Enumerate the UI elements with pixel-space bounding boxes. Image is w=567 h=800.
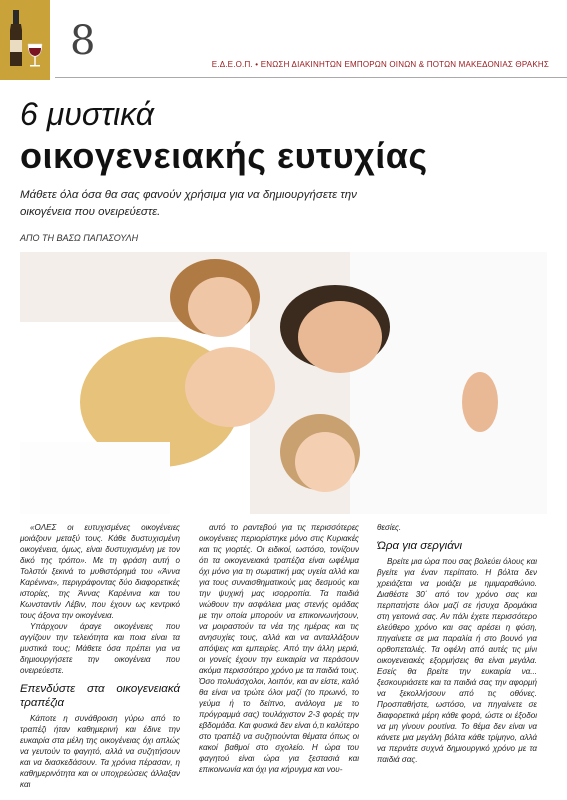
- magazine-logo: [0, 0, 50, 80]
- section-heading: Επενδύστε στα οικογενειακά τραπέζια: [20, 683, 180, 709]
- article-column-1: [20, 522, 180, 790]
- article-title-line2: οικογενειακής ευτυχίας: [20, 135, 428, 176]
- family-photo: [20, 252, 547, 514]
- author-byline: ΑΠΟ ΤΗ ΒΑΣΩ ΠΑΠΑΣΟΥΛΗ: [20, 233, 139, 243]
- article-paragraph: Βρείτε μια ώρα που σας βολεύει όλους και βγείτε για έναν περίπατο. Η βόλτα δεν χρειάζεται να μοιάζει με ημιμαραθώνιο. Διαθέστε 30΄ από τον χρόνο σας και περπατήστε όλοι μαζί σε ήσυχα δρομάκια στη γειτονιά σας. Αν πάλι έχετε περισσότερο ελεύθερο χρόνο και σας αρέσει η φύση, πηγαίνετε σε μια παραλία ή στο βουνό για ορθοπεταλιές. Τα οφέλη από αυτές τις μίνι οικογενειακές εξορμήσεις θα είναι μεγάλα. Εσείς θα βρείτε την ευκαιρία να... ξεσκουριάσετε και τα παιδιά σας την αφορμή να ξεκολλήσουν από τις οθόνες. Προσπαθήστε, ωστόσο, να πηγαίνετε σε διαφορετικά μέρη κάθε φορά, ώστε οι έξοδοι να μη γίνουν ρουτίνα. Το θέμα δεν είναι να κάνετε μια μεγάλη βόλτα κάθε τρίμηνο, αλλά να περνάτε συχνά δημιουργικό χρόνο με τα παιδιά σας.: [377, 557, 537, 764]
- article-paragraph: θεσίες.: [377, 523, 402, 532]
- article-paragraph: «ΟΛΕΣ οι ευτυχισμένες οικογένειες μοιάζουν μεταξύ τους. Κάθε δυστυχισμένη οικογένεια, όμως, είναι δυστυχισμένη με τον δικό της τρόπο». Με τη φράση αυτή ο Τολστόι ξεκινά το μυθιστόρημά του «Άννα Καρένινα», περιγράφοντας δύο διαφορετικές ιστορίες, της Άννας Καρένινα και του Κωνσταντίν Λέβιν, που έχουν ως κεντρικό τους άξονα την οικογένεια.: [20, 523, 180, 620]
- publisher-header: Ε.Δ.Ε.Ο.Π. • ΕΝΩΣΗ ΔΙΑΚΙΝΗΤΩΝ ΕΜΠΟΡΩΝ ΟΙΝΩΝ & ΠΟΤΩΝ ΜΑΚΕΔΟΝΙΑΣ ΘΡΑΚΗΣ: [211, 60, 549, 69]
- section-heading: Ώρα για σεργιάνι: [377, 540, 463, 552]
- article-paragraph: Υπάρχουν άραγε οικογένειες που αγγίζουν την τελειότητα και ποια είναι τα μυστικά τους; Μάθετε όσα πρέπει για να δημιουργήσετε την οικογένεια που ονειρεύεστε.: [20, 622, 180, 675]
- wine-bottle-glass-icon: [0, 0, 50, 80]
- family-photo-illustration: [20, 252, 547, 514]
- article-paragraph: Κάποτε η συνάθροιση γύρω από το τραπέζι ήταν καθημερινή και έδινε την ευκαιρία στα μέλη της οικογένειας όχι απλώς να γευτούν το φαγητό, αλλά να συζητήσουν και να διασκεδάσουν. Τα χρόνια πέρασαν, η καθημερινότητα και οι υποχρεώσεις άλλαξαν και: [20, 714, 180, 789]
- article-title-line1: 6 μυστικά: [20, 96, 155, 132]
- header-divider: [55, 77, 567, 78]
- article-column-3: [377, 522, 537, 765]
- article-subtitle: Μάθετε όλα όσα θα σας φανούν χρήσιμα για να δημιουργήσετε την οικογένεια που ονειρεύεστε.: [20, 189, 357, 218]
- article-column-2: [199, 522, 359, 775]
- page-number: 8: [70, 18, 96, 64]
- article-paragraph: αυτό το ραντεβού για τις περισσότερες οικογένειες περιορίστηκε μόνο στις Κυριακές και τις γιορτές. Οι ειδικοί, ωστόσο, τονίζουν ότι τα οικογενειακά τραπέζια είναι ωφέλιμα όχι μόνο για τη σωματική μας υγεία αλλά και για τους συναισθηματικούς μας δεσμούς και την ψυχική μας ισορροπία. Τα παιδιά νιώθουν την ασφάλεια μιας στενής ομάδας με την οποία μπορούν να επικοινωνήσουν, να μοιραστούν τα νέα της ημέρας και τις ανησυχίες τους, αλλά και να ανταλλάξουν απόψεις και εμπειρίες. Από την άλλη μεριά, οι γονείς έχουν την ευκαιρία να περάσουν ακόμα περισσότερο χρόνο με τα παιδιά τους. Όσο πολυάσχολοι, λοιπόν, και αν είστε, καλό θα είναι να τρώτε όλοι μαζί (το πρωινό, το γεύμα ή το δείπνο, ανάλογα με το πρόγραμμά σας) τουλάχιστον 2-3 φορές την εβδομάδα. Και φυσικά δεν είναι ό,τι καλύτερο στο τραπέζι να συζητιούνται θέματα όπως οι κακοί βαθμοί στο σχολείο. Η ώρα του φαγητού είναι ώρα για ξεστασιά και επικοινωνία και όχι για κήρυγμα και νου-: [199, 523, 359, 774]
